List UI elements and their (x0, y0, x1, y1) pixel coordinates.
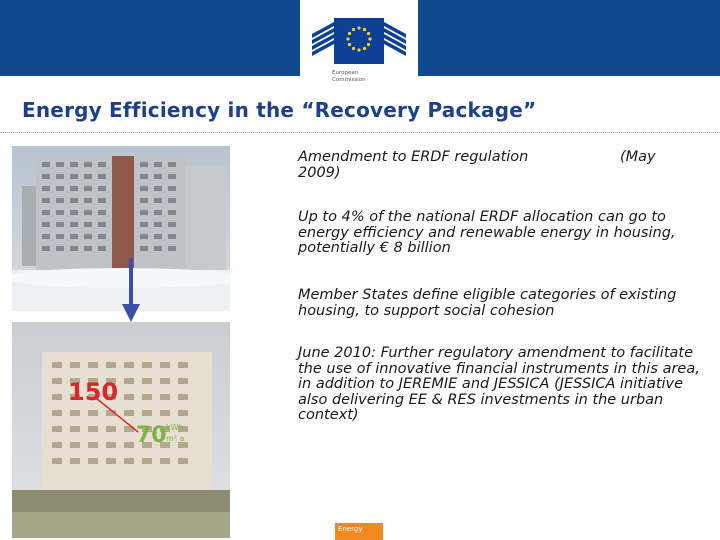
footer-tag-label: Energy (338, 525, 363, 533)
paragraph-june-2010: June 2010: Further regulatory amendment to facilitate the use of innovative financial instruments in this area, in addition to JEREMIE and JESSICA (JESSICA initiative also delivering EE & RES investments in the urban context) (298, 345, 700, 423)
paragraph-1-main: Amendment to ERDF regulation (298, 149, 529, 165)
paragraph-erdf-allocation: Up to 4% of the national ERDF allocation can go to energy efficiency and renewable energy in housing, potentially € 8 billion (298, 209, 676, 256)
annotation-after-unit-1: kWh (166, 423, 184, 432)
logo-wordmark (332, 70, 366, 84)
footer-section-tag (335, 523, 383, 540)
logo-line-2: Commission (332, 77, 366, 83)
european-commission-logo (300, 0, 418, 96)
paragraph-erdf-amendment (298, 150, 708, 181)
annotation-after-value: 70 (136, 423, 167, 448)
slide-title: Energy Efficiency in the “Recovery Package” (22, 98, 537, 122)
paragraph-1-line-2: 2009) (298, 164, 341, 181)
logo-line-1: European (332, 70, 359, 76)
annotation-after-unit-2: m² a (166, 434, 185, 443)
annotation-before-value: 150 (68, 378, 119, 406)
paragraph-member-states: Member States define eligible categories of existing housing, to support social cohesion (298, 287, 677, 319)
paragraph-1-tail: (May (620, 149, 656, 165)
arrow-down-icon (120, 258, 142, 324)
apartment-block-after-photo (12, 322, 230, 538)
title-divider (0, 132, 720, 134)
